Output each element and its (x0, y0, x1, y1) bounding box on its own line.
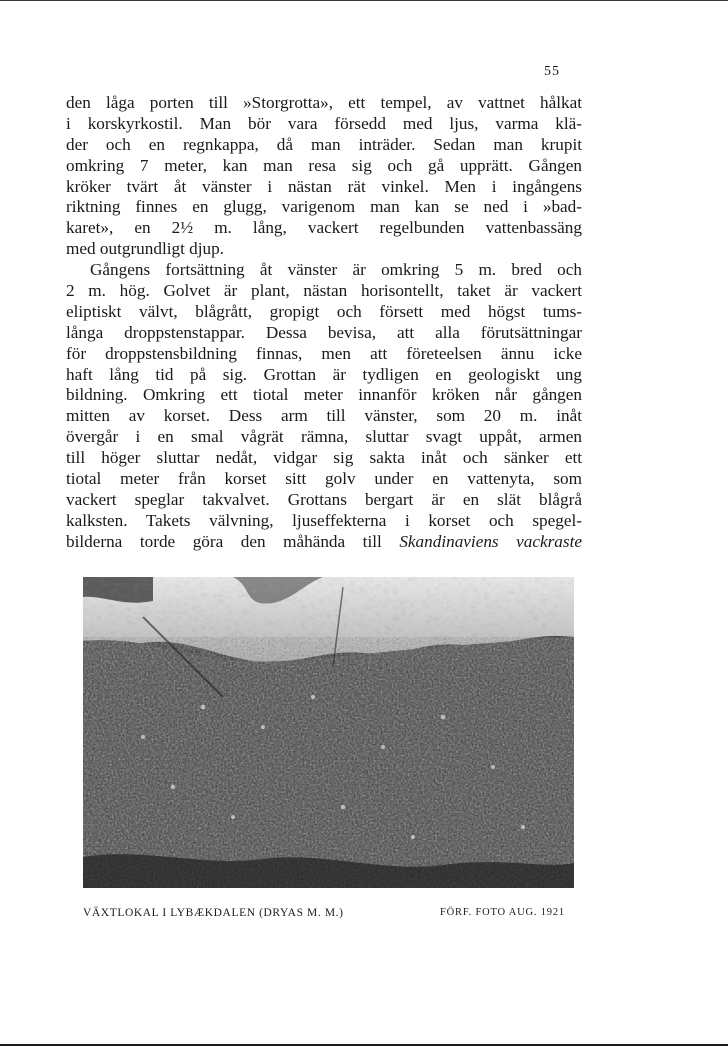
emphasized-text: Skandinaviens vackraste (399, 531, 582, 551)
text-line: Gångens fortsättning åt vänster är omkring 5 m. bred och (90, 260, 582, 280)
text-line: omkring 7 meter, kan man resa sig och gå upprätt. Gången (66, 155, 582, 175)
text-line: den låga porten till »Storgrotta», ett tempel, av vattnet hålkat (66, 93, 582, 112)
text-line: eliptiskt välvt, blågrått, gropigt och försett med högst tums- (66, 301, 582, 321)
text-line: i korskyrkostil. Man bör vara försedd med ljus, varma klä- (66, 113, 582, 133)
text-line: bildning. Omkring ett tiotal meter innanför kröken når gången (66, 385, 582, 405)
text-line: mitten av korset. Dess arm till vänster, som 20 m. inåt (66, 406, 582, 426)
text-line-final (66, 532, 582, 553)
text-line: till höger sluttar nedåt, vidgar sig sakta inåt och sänker ett (66, 448, 582, 468)
text-line: kalksten. Takets välvning, ljuseffekterna i korset och spegel- (66, 510, 582, 530)
text-line-start: bilderna torde göra den måhända till (66, 531, 400, 551)
top-edge-line (0, 0, 728, 1)
text-line: tiotal meter från korset sitt golv under en vattenyta, som (66, 469, 582, 489)
text-line: der och en regnkappa, då man inträder. Sedan man krupit (66, 134, 582, 154)
photo-credit: FÖRF. FOTO AUG. 1921 (440, 907, 565, 918)
page-number: 55 (544, 64, 560, 79)
text-line: riktning finnes en glugg, varigenom man kan se ned i »bad- (66, 197, 582, 217)
text-line: med outgrundligt djup. (66, 239, 225, 259)
photo-caption: VÄXTLOKAL I LYBÆKDALEN (DRYAS M. M.) (83, 907, 344, 919)
text-line: kröker tvärt åt vänster i nästan rät vinkel. Men i ingångens (66, 176, 582, 196)
bottom-edge-line (0, 1044, 728, 1046)
text-line: övergår i en smal vågrät rämna, sluttar svagt uppåt, armen (66, 427, 582, 447)
text-line: långa droppstenstappar. Dessa bevisa, att alla förutsättningar (66, 322, 582, 342)
text-line: för droppstensbildning finnas, men att företeelsen ännu icke (66, 343, 582, 363)
text-line: haft lång tid på sig. Grottan är tydligen en geologiskt ung (66, 364, 582, 384)
vegetation-photo (83, 577, 574, 888)
text-line: 2 m. hög. Golvet är plant, nästan horisontellt, taket är vackert (66, 281, 582, 301)
text-line: vackert speglar takvalvet. Grottans bergart är en slät blågrå (66, 489, 582, 509)
text-line: karet», en 2½ m. lång, vackert regelbunden vattenbassäng (66, 218, 582, 238)
body-text (66, 93, 582, 553)
